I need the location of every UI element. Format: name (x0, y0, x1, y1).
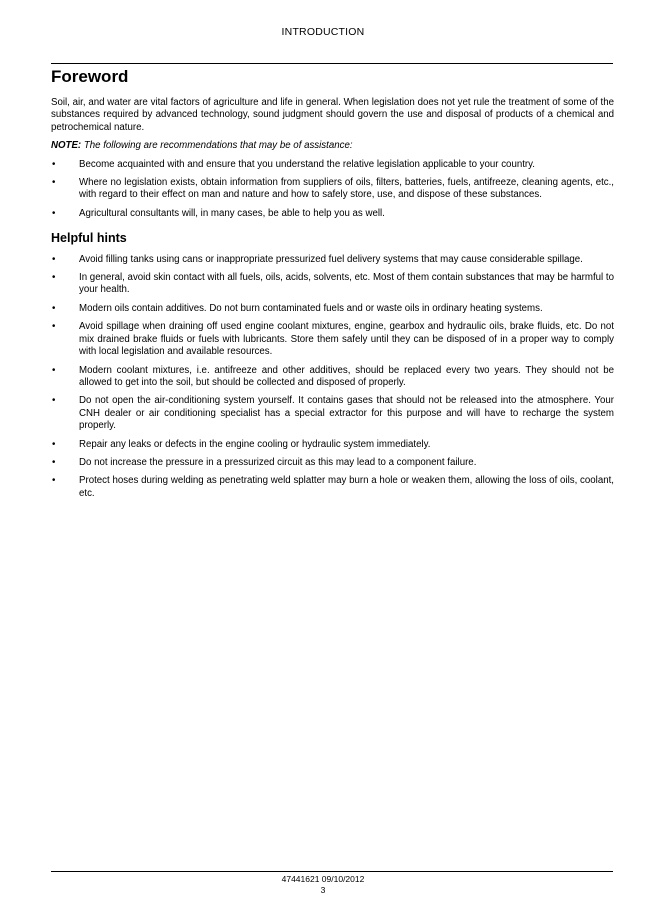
bullet-icon: • (52, 321, 56, 333)
list-item-text: Avoid spillage when draining off used engine coolant mixtures, engine, gearbox and hydraulic oils, brake fluids, etc. Do not mix drained brake fluids or fuels with lubricants. Store them safely until they can be disposed of in a proper way to comply with local legislation and available resources. (79, 321, 614, 358)
list-item (51, 365, 614, 390)
page-title: Foreword (51, 67, 129, 86)
list-item (51, 439, 614, 451)
list-item-text: Where no legislation exists, obtain information from suppliers of oils, filters, batteries, fuels, antifreeze, cleaning agents, etc., with regard to their effect on man and nature and how to safely store, use, and dispose of these substances. (79, 177, 614, 201)
list-item (51, 208, 614, 220)
list-item-text: In general, avoid skin contact with all fuels, oils, acids, solvents, etc. Most of them contain substances that may be harmful to your health. (79, 272, 614, 296)
list-item-text: Agricultural consultants will, in many cases, be able to help you as well. (79, 207, 385, 219)
list-item (51, 177, 614, 202)
page-content (51, 97, 614, 506)
bullet-icon: • (52, 438, 56, 450)
list-item (51, 475, 614, 500)
bullet-icon: • (52, 475, 56, 487)
list-item (51, 303, 614, 315)
list-item-text: Become acquainted with and ensure that you understand the relative legislation applicable to your country. (79, 158, 535, 170)
document-reference: 47441621 09/10/2012 (281, 874, 365, 884)
page-number: 3 (320, 885, 326, 895)
list-item (51, 272, 614, 297)
bullet-icon: • (52, 177, 56, 189)
list-item-text: Modern coolant mixtures, i.e. antifreeze and other additives, should be replaced every two years. They should not be allowed to get into the soil, but should be collected and disposed of properly. (79, 364, 614, 388)
list-item-text: Protect hoses during welding as penetrating weld splatter may burn a hole or weaken them, allowing the loss of oils, coolant, etc. (79, 475, 614, 499)
bullet-icon: • (52, 253, 56, 265)
section-heading-helpful-hints: Helpful hints (51, 231, 127, 246)
list-item-text: Do not open the air-conditioning system yourself. It contains gases that should not be released into the atmosphere. Your CNH dealer or air conditioning specialist has a special extractor for this purpose and will have to recharge the system properly. (79, 395, 614, 432)
list-item (51, 395, 614, 432)
list-item-text: Modern oils contain additives. Do not burn contaminated fuels and or waste oils in ordinary heating systems. (79, 302, 543, 314)
helpful-hints-list (51, 254, 614, 501)
list-item (51, 321, 614, 358)
list-item (51, 159, 614, 171)
bullet-icon: • (52, 158, 56, 170)
header-divider (51, 63, 613, 64)
page-footer (0, 874, 646, 896)
bullet-icon: • (52, 272, 56, 284)
note-paragraph (51, 140, 614, 152)
note-text: The following are recommendations that may be of assistance: (83, 140, 353, 152)
footer-divider (51, 871, 613, 872)
list-item-text: Avoid filling tanks using cans or inappropriate pressurized fuel delivery systems that may cause considerable spillage. (79, 253, 583, 265)
page-header-section: INTRODUCTION (281, 26, 365, 38)
foreword-intro: Soil, air, and water are vital factors of agriculture and life in general. When legislation does not yet rule the treatment of some of the substances required by advanced technology, sound judgment should govern the use and disposal of products of a chemical and petrochemical nature. (51, 97, 614, 133)
bullet-icon: • (52, 302, 56, 314)
bullet-icon: • (52, 395, 56, 407)
foreword-list (51, 159, 614, 221)
bullet-icon: • (52, 456, 56, 468)
note-label: NOTE: (51, 140, 82, 152)
list-item-text: Do not increase the pressure in a pressurized circuit as this may lead to a component failure. (79, 456, 477, 468)
list-item (51, 457, 614, 469)
list-item (51, 254, 614, 266)
bullet-icon: • (52, 364, 56, 376)
bullet-icon: • (52, 207, 56, 219)
list-item-text: Repair any leaks or defects in the engine cooling or hydraulic system immediately. (79, 438, 431, 450)
